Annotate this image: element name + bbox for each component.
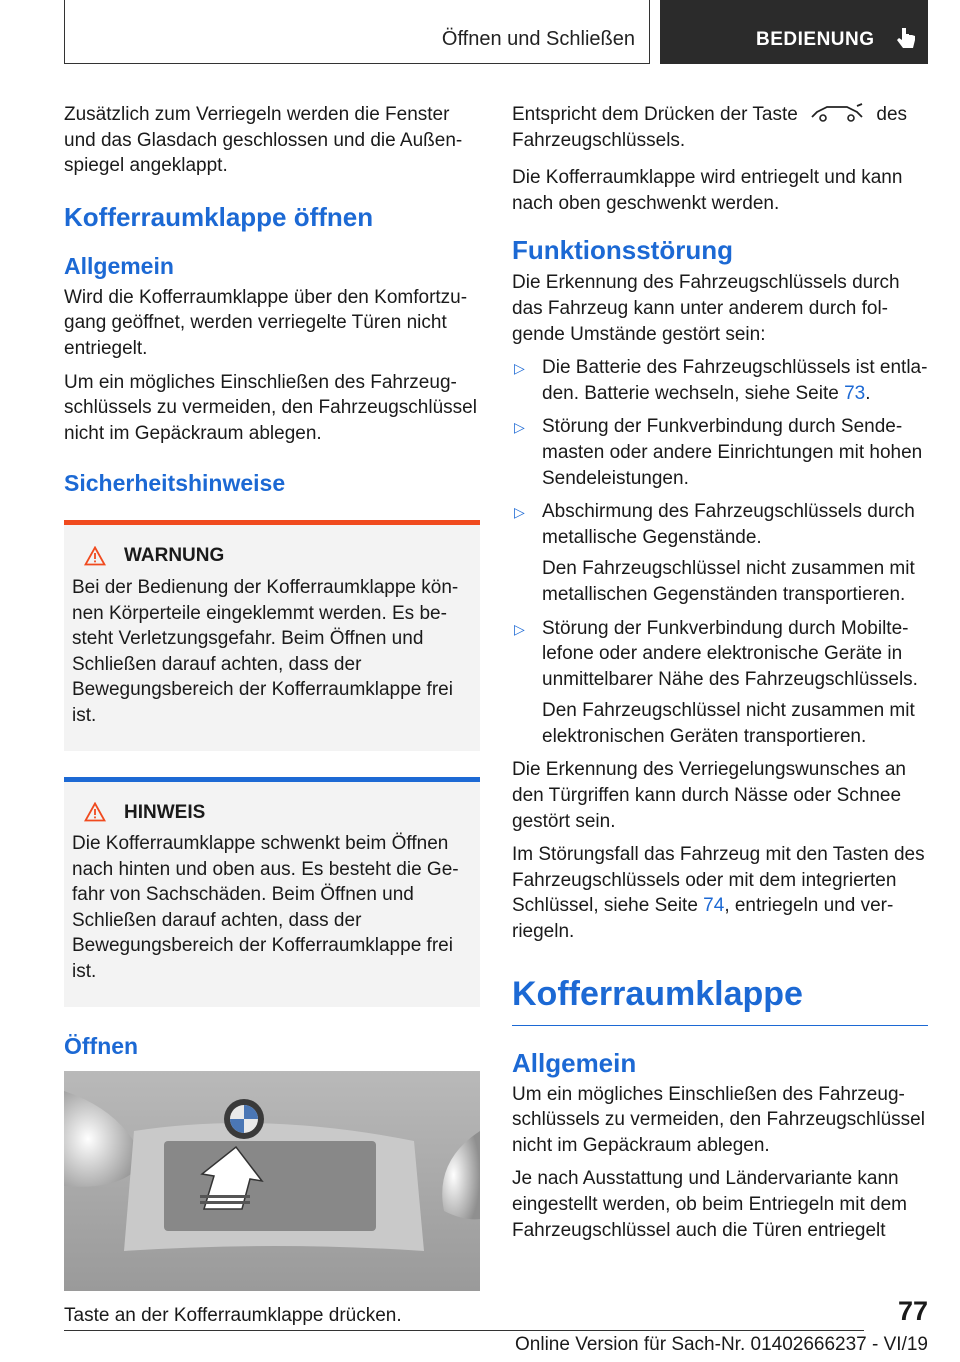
left-column — [64, 102, 480, 1336]
bullet-marker-icon: ▷ — [514, 504, 525, 521]
heading-open: Öffnen — [64, 1032, 139, 1059]
heading-safety: Sicherheitshinweise — [64, 470, 286, 497]
bullet-marker-icon: ▷ — [514, 620, 525, 637]
header-chapter-box — [660, 0, 928, 64]
malfunction-list — [512, 355, 928, 749]
list-item-text: Die Batterie des Fahrzeugschlüssels ist entladen. Batterie wechseln, siehe Seite — [542, 357, 928, 404]
list-item-subtext: Den Fahrzeugschlüssel nicht zusammen mit metallischen Gegenständen transportieren. — [542, 558, 915, 605]
general2-paragraph-1: Um ein mögliches Einschließen des Fahrzeugschlüssels zu vermeiden, den Fahrzeugschlüssel nicht im Gepäckraum ablegen. — [512, 1083, 925, 1156]
list-item — [512, 616, 928, 750]
general2-paragraph-2: Je nach Ausstattung und Ländervariante kann eingestellt werden, ob beim Entriegeln mit dem Fahrzeugschlüssel auch die Türen entriegelt — [512, 1168, 907, 1241]
list-item — [512, 355, 928, 406]
page-link-73[interactable]: 73 — [844, 382, 866, 404]
list-item-subtext: Den Fahrzeugschlüssel nicht zusammen mit elektronischen Geräten transportieren. — [542, 700, 915, 747]
fault-paragraph — [512, 842, 928, 944]
fault-paragraph-text-after: , entriegeln und verriegeln. — [512, 895, 894, 943]
right-paragraph-1 — [512, 102, 928, 153]
list-item-text: Störung der Funkverbindung durch Sendemasten oder andere Einrichtungen mit hohen Sendeleistungen. — [542, 416, 923, 489]
heading-malfunction: Funktionsstörung — [512, 235, 733, 266]
header-chapter-title: BEDIENUNG — [756, 29, 875, 50]
general-paragraph-1: Wird die Kofferraumklappe über den Komfortzugang geöffnet, werden verriegelte Türen nicht entriegelt. — [64, 286, 468, 359]
hint-text: Die Kofferraumklappe schwenkt beim Öffnen nach hinten und oben aus. Es besteht die Gefahr von Sachschäden. Beim Öffnen und Schließen darauf achten, dass der Bewegungsbereich der Kofferraumklappe frei ist. — [72, 833, 459, 983]
heading-general-2: Allgemein — [512, 1047, 637, 1078]
heading-trunk: Kofferraumklappe — [512, 973, 928, 1026]
general-paragraph-2: Um ein mögliches Einschließen des Fahrzeugschlüssels zu vermeiden, den Fahrzeugschlüssel nicht im Gepäckraum ablegen. — [64, 371, 477, 444]
footer-divider — [64, 1330, 864, 1331]
heading-general: Allgemein — [64, 252, 174, 279]
right-column — [512, 102, 928, 1251]
heading-open-trunk: Kofferraumklappe öffnen — [64, 201, 374, 232]
photo-caption: Taste an der Kofferraumklappe drücken. — [64, 1304, 402, 1326]
list-item — [512, 499, 928, 607]
hint-title: HINWEIS — [124, 801, 206, 823]
bullet-marker-icon: ▷ — [514, 360, 525, 377]
list-item — [512, 414, 928, 491]
bullet-marker-icon: ▷ — [514, 419, 525, 436]
header-section-title: Öffnen und Schließen — [441, 28, 635, 50]
hint-triangle-icon — [84, 802, 106, 822]
lock-wish-paragraph: Die Erkennung des Verriegelungswunsches an den Türgriffen kann durch Nässe oder Schnee gestört sein. — [512, 759, 906, 832]
warning-title: WARNUNG — [124, 545, 225, 567]
right-paragraph-1-text-after: des Fahrzeugschlüssels. — [512, 104, 908, 151]
trunk-button-photo — [64, 1071, 480, 1291]
intro-paragraph: Zusätzlich zum Verriegeln werden die Fenster und das Glasdach geschlossen und die Außenspiegel angeklappt. — [64, 104, 463, 177]
malfunction-intro: Die Erkennung des Fahrzeugschlüssels durch das Fahrzeug kann unter anderem durch folgende Umstände gestört sein: — [512, 272, 900, 345]
warning-box — [64, 520, 480, 750]
page-link-74[interactable]: 74 — [703, 895, 725, 917]
footer-version-text: Online Version für Sach-Nr. 01402666237 - VI/19 — [515, 1334, 928, 1355]
hand-pointer-icon — [896, 26, 918, 52]
warning-triangle-icon — [84, 546, 106, 566]
warning-text: Bei der Bedienung der Kofferraumklappe können Körperteile eingeklemmt werden. Es besteht Verletzungsgefahr. Beim Öffnen und Schließen darauf achten, dass der Bewegungsbereich der Kofferraumklappe frei ist. — [72, 576, 459, 726]
right-paragraph-2: Die Kofferraumklappe wird entriegelt und kann nach oben geschwenkt werden. — [512, 167, 903, 214]
page-number: 77 — [897, 1296, 928, 1326]
list-item-text-after: . — [865, 382, 871, 404]
list-item-text: Abschirmung des Fahrzeugschlüssels durch metallische Gegenstände. — [542, 501, 915, 548]
hint-box — [64, 777, 480, 1007]
right-paragraph-1-text: Entspricht dem Drücken der Taste — [512, 104, 798, 125]
car-trunk-icon — [809, 103, 865, 123]
fault-paragraph-text: Im Störungsfall das Fahrzeug mit den Tasten des Fahrzeugschlüssels oder mit dem integrierten Schlüssel, siehe Seite — [512, 844, 925, 917]
header-section-box — [64, 0, 650, 64]
list-item-text: Störung der Funkverbindung durch Mobiltelefone oder andere elektronische Geräte in unmittelbarer Nähe des Fahrzeugschlüssels. — [542, 617, 918, 690]
